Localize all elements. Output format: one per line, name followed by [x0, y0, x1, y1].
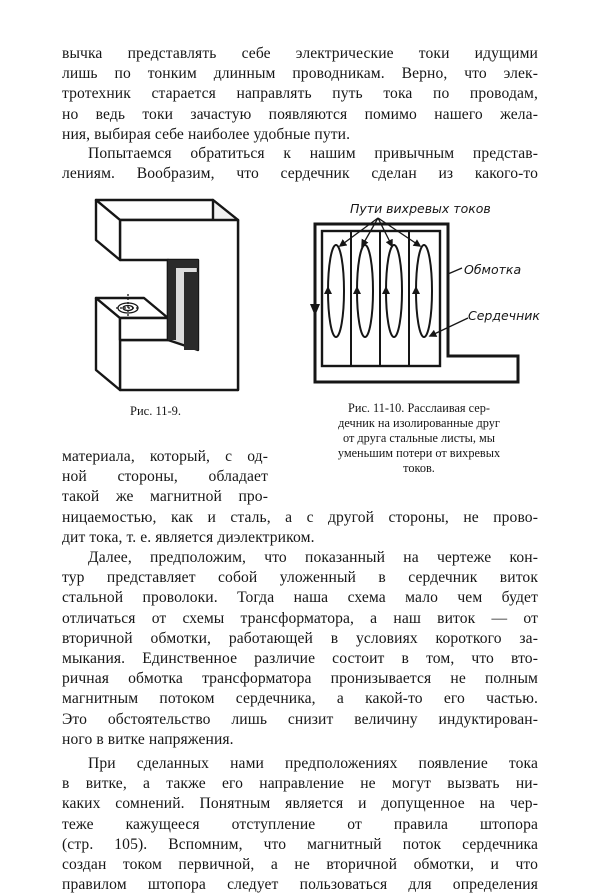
- text-line: отличаться от схемы трансформатора, а наш виток — от: [62, 609, 538, 627]
- caption-line: токов.: [403, 461, 435, 475]
- text-line: тротехник старается направлять путь тока по проводам,: [62, 85, 538, 103]
- text-line: ницаемостью, как и сталь, а с другой стороны, не прово-: [62, 509, 538, 526]
- label-core: Сердечник: [468, 308, 540, 323]
- text-line: ной стороны, обладает: [62, 468, 268, 486]
- label-winding: Обмотка: [464, 262, 522, 277]
- caption-line: Рис. 11-10. Расслаивая сер-: [348, 401, 490, 415]
- text-line: ричная обмотка трансформатора пронизывается не полным: [62, 670, 538, 688]
- text-line: лениям. Вообразим, что сердечник сделан из какого-то: [62, 165, 538, 183]
- figure-11-9-caption: Рис. 11-9.: [130, 404, 182, 418]
- text-line: ного в витке напряжения.: [62, 730, 234, 748]
- text-line: но ведь токи зачастую появляются помимо нашего жела-: [62, 105, 538, 123]
- caption-line: от друга стальные листы, мы: [342, 431, 496, 445]
- text-line: При сделанных нами предположениях появление тока: [88, 755, 538, 772]
- paragraph-2-continued: [62, 508, 538, 548]
- text-line: каких сомнений. Понятным является и допущенное на чер-: [62, 795, 538, 813]
- text-line: мыкания. Единственное различие состоит в том, что вто-: [62, 649, 538, 667]
- text-line: (стр. 105). Вспомним, что магнитный поток сердечника: [62, 835, 538, 853]
- text-line: вычка представлять себе электрические токи идущими: [62, 45, 538, 62]
- text-line: магнитным потоком сердечника, а какой-то его частью.: [62, 690, 538, 708]
- text-line: теже кажущееся отступление от правила штопора: [62, 815, 538, 833]
- label-eddy-paths: Пути вихревых токов: [350, 201, 491, 216]
- paragraph-1: [62, 44, 538, 145]
- figure-11-10-caption: [305, 401, 533, 476]
- text-line: тур представляет собой уложенный в сердечник виток: [62, 569, 538, 587]
- text-line: правилом штопора следует пользоваться для определения: [62, 876, 538, 894]
- paragraph-4: [62, 754, 538, 895]
- paragraph-2: [62, 144, 538, 184]
- figure-11-9-core-diagram: [88, 190, 258, 400]
- text-line: лишь по тонким длинным проводникам. Верно, что элек-: [62, 65, 538, 83]
- text-line: Это обстоятельство лишь снизит величину индуктирован-: [62, 710, 538, 728]
- text-line: Попытаемся обратиться к нашим привычным представ-: [88, 145, 538, 162]
- text-line: создан током первичной, а не вторичной обмотки, и что: [62, 855, 538, 873]
- text-line: ния, выбирая себе наиболее удобные пути.: [62, 125, 351, 143]
- paragraph-2-wrapped: [62, 447, 268, 508]
- caption-line: дечник на изолированные друг: [338, 416, 500, 430]
- paragraph-3: [62, 548, 538, 750]
- text-line: материала, который, с од-: [62, 448, 268, 465]
- text-line: в витке, а также его направление не могут вызвать ни-: [62, 775, 538, 793]
- caption-line: уменьшим потери от вихревых: [337, 446, 501, 460]
- text-line: вторичной обмотки, работающей в условиях короткого за-: [62, 629, 538, 647]
- text-line: Далее, предположим, что показанный на чертеже кон-: [88, 549, 538, 566]
- text-line: стальной проволоки. Тогда наша схема мало чем будет: [62, 589, 538, 607]
- text-line: дит тока, т. е. является диэлектриком.: [62, 529, 315, 547]
- text-line: такой же магнитной про-: [62, 488, 268, 506]
- figure-11-10-laminated-core-diagram: [300, 196, 540, 396]
